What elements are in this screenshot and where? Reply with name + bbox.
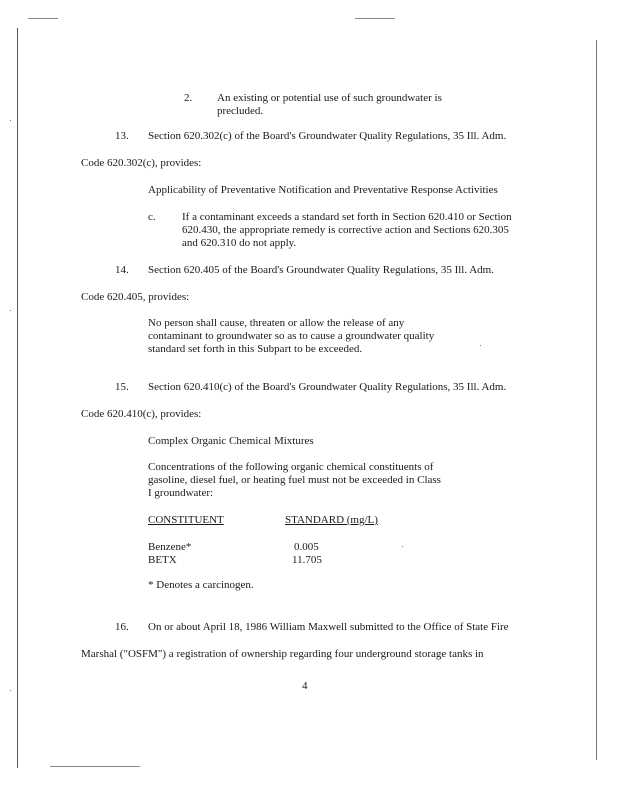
para13-sub-line2: 620.430, the appropriate remedy is corrective action and Sections 620.305 <box>182 224 509 236</box>
para15-line2: Code 620.410(c), provides: <box>81 408 202 420</box>
para15-quote-line2: gasoline, diesel fuel, or heating fuel must not be exceeded in Class <box>148 474 441 486</box>
page-number: 4 <box>302 680 308 692</box>
scan-mark-top-center <box>355 18 395 19</box>
para14-line1: Section 620.405 of the Board's Groundwater Quality Regulations, 35 Ill. Adm. <box>148 264 494 276</box>
table-row-value: 0.005 <box>294 541 319 553</box>
scan-mark-bottom-left <box>50 766 140 767</box>
item2-number: 2. <box>184 92 193 104</box>
scan-speck <box>10 310 11 311</box>
item2-line1: An existing or potential use of such groundwater is <box>217 92 442 104</box>
para14-number: 14. <box>115 264 129 276</box>
scan-speck <box>402 546 403 547</box>
para14-line2: Code 620.405, provides: <box>81 291 190 303</box>
para14-quote-line2: contaminant to groundwater so as to cause a groundwater quality <box>148 330 435 342</box>
scan-speck <box>480 345 481 346</box>
table-row-name: Benzene* <box>148 541 192 553</box>
para16-line2: Marshal ("OSFM") a registration of ownership regarding four underground storage tanks in <box>81 648 484 660</box>
table-header-constituent: CONSTITUENT <box>148 514 224 526</box>
para15-line1: Section 620.410(c) of the Board's Groundwater Quality Regulations, 35 Ill. Adm. <box>148 381 507 393</box>
item2-line2: precluded. <box>217 105 264 117</box>
table-row-value: 11.705 <box>292 554 322 566</box>
para13-sub-line1: If a contaminant exceeds a standard set forth in Section 620.410 or Section <box>182 211 512 223</box>
para16-line1: On or about April 18, 1986 William Maxwell submitted to the Office of State Fire <box>148 621 509 633</box>
scan-mark-top-left <box>28 18 58 19</box>
scan-border-right <box>596 40 597 760</box>
para16-number: 16. <box>115 621 129 633</box>
para15-number: 15. <box>115 381 129 393</box>
para15-quote-line1: Concentrations of the following organic chemical constituents of <box>148 461 434 473</box>
table-row-name: BETX <box>148 554 177 566</box>
table-footnote: * Denotes a carcinogen. <box>148 579 254 591</box>
scan-speck <box>10 690 11 691</box>
para13-sub-letter: c. <box>148 211 156 223</box>
para15-quote-line3: I groundwater: <box>148 487 214 499</box>
scan-speck <box>10 120 11 121</box>
para13-number: 13. <box>115 130 129 142</box>
para14-quote-line3: standard set forth in this Subpart to be exceeded. <box>148 343 363 355</box>
para13-line1: Section 620.302(c) of the Board's Groundwater Quality Regulations, 35 Ill. Adm. <box>148 130 507 142</box>
scan-border-left <box>17 28 18 768</box>
para13-sub-line3: and 620.310 do not apply. <box>182 237 297 249</box>
para13-quote-title: Applicability of Preventative Notification and Preventative Response Activities <box>148 184 498 196</box>
table-header-standard: STANDARD (mg/L) <box>285 514 378 526</box>
para13-line2: Code 620.302(c), provides: <box>81 157 202 169</box>
para14-quote-line1: No person shall cause, threaten or allow the release of any <box>148 317 405 329</box>
para15-quote-title: Complex Organic Chemical Mixtures <box>148 435 314 447</box>
